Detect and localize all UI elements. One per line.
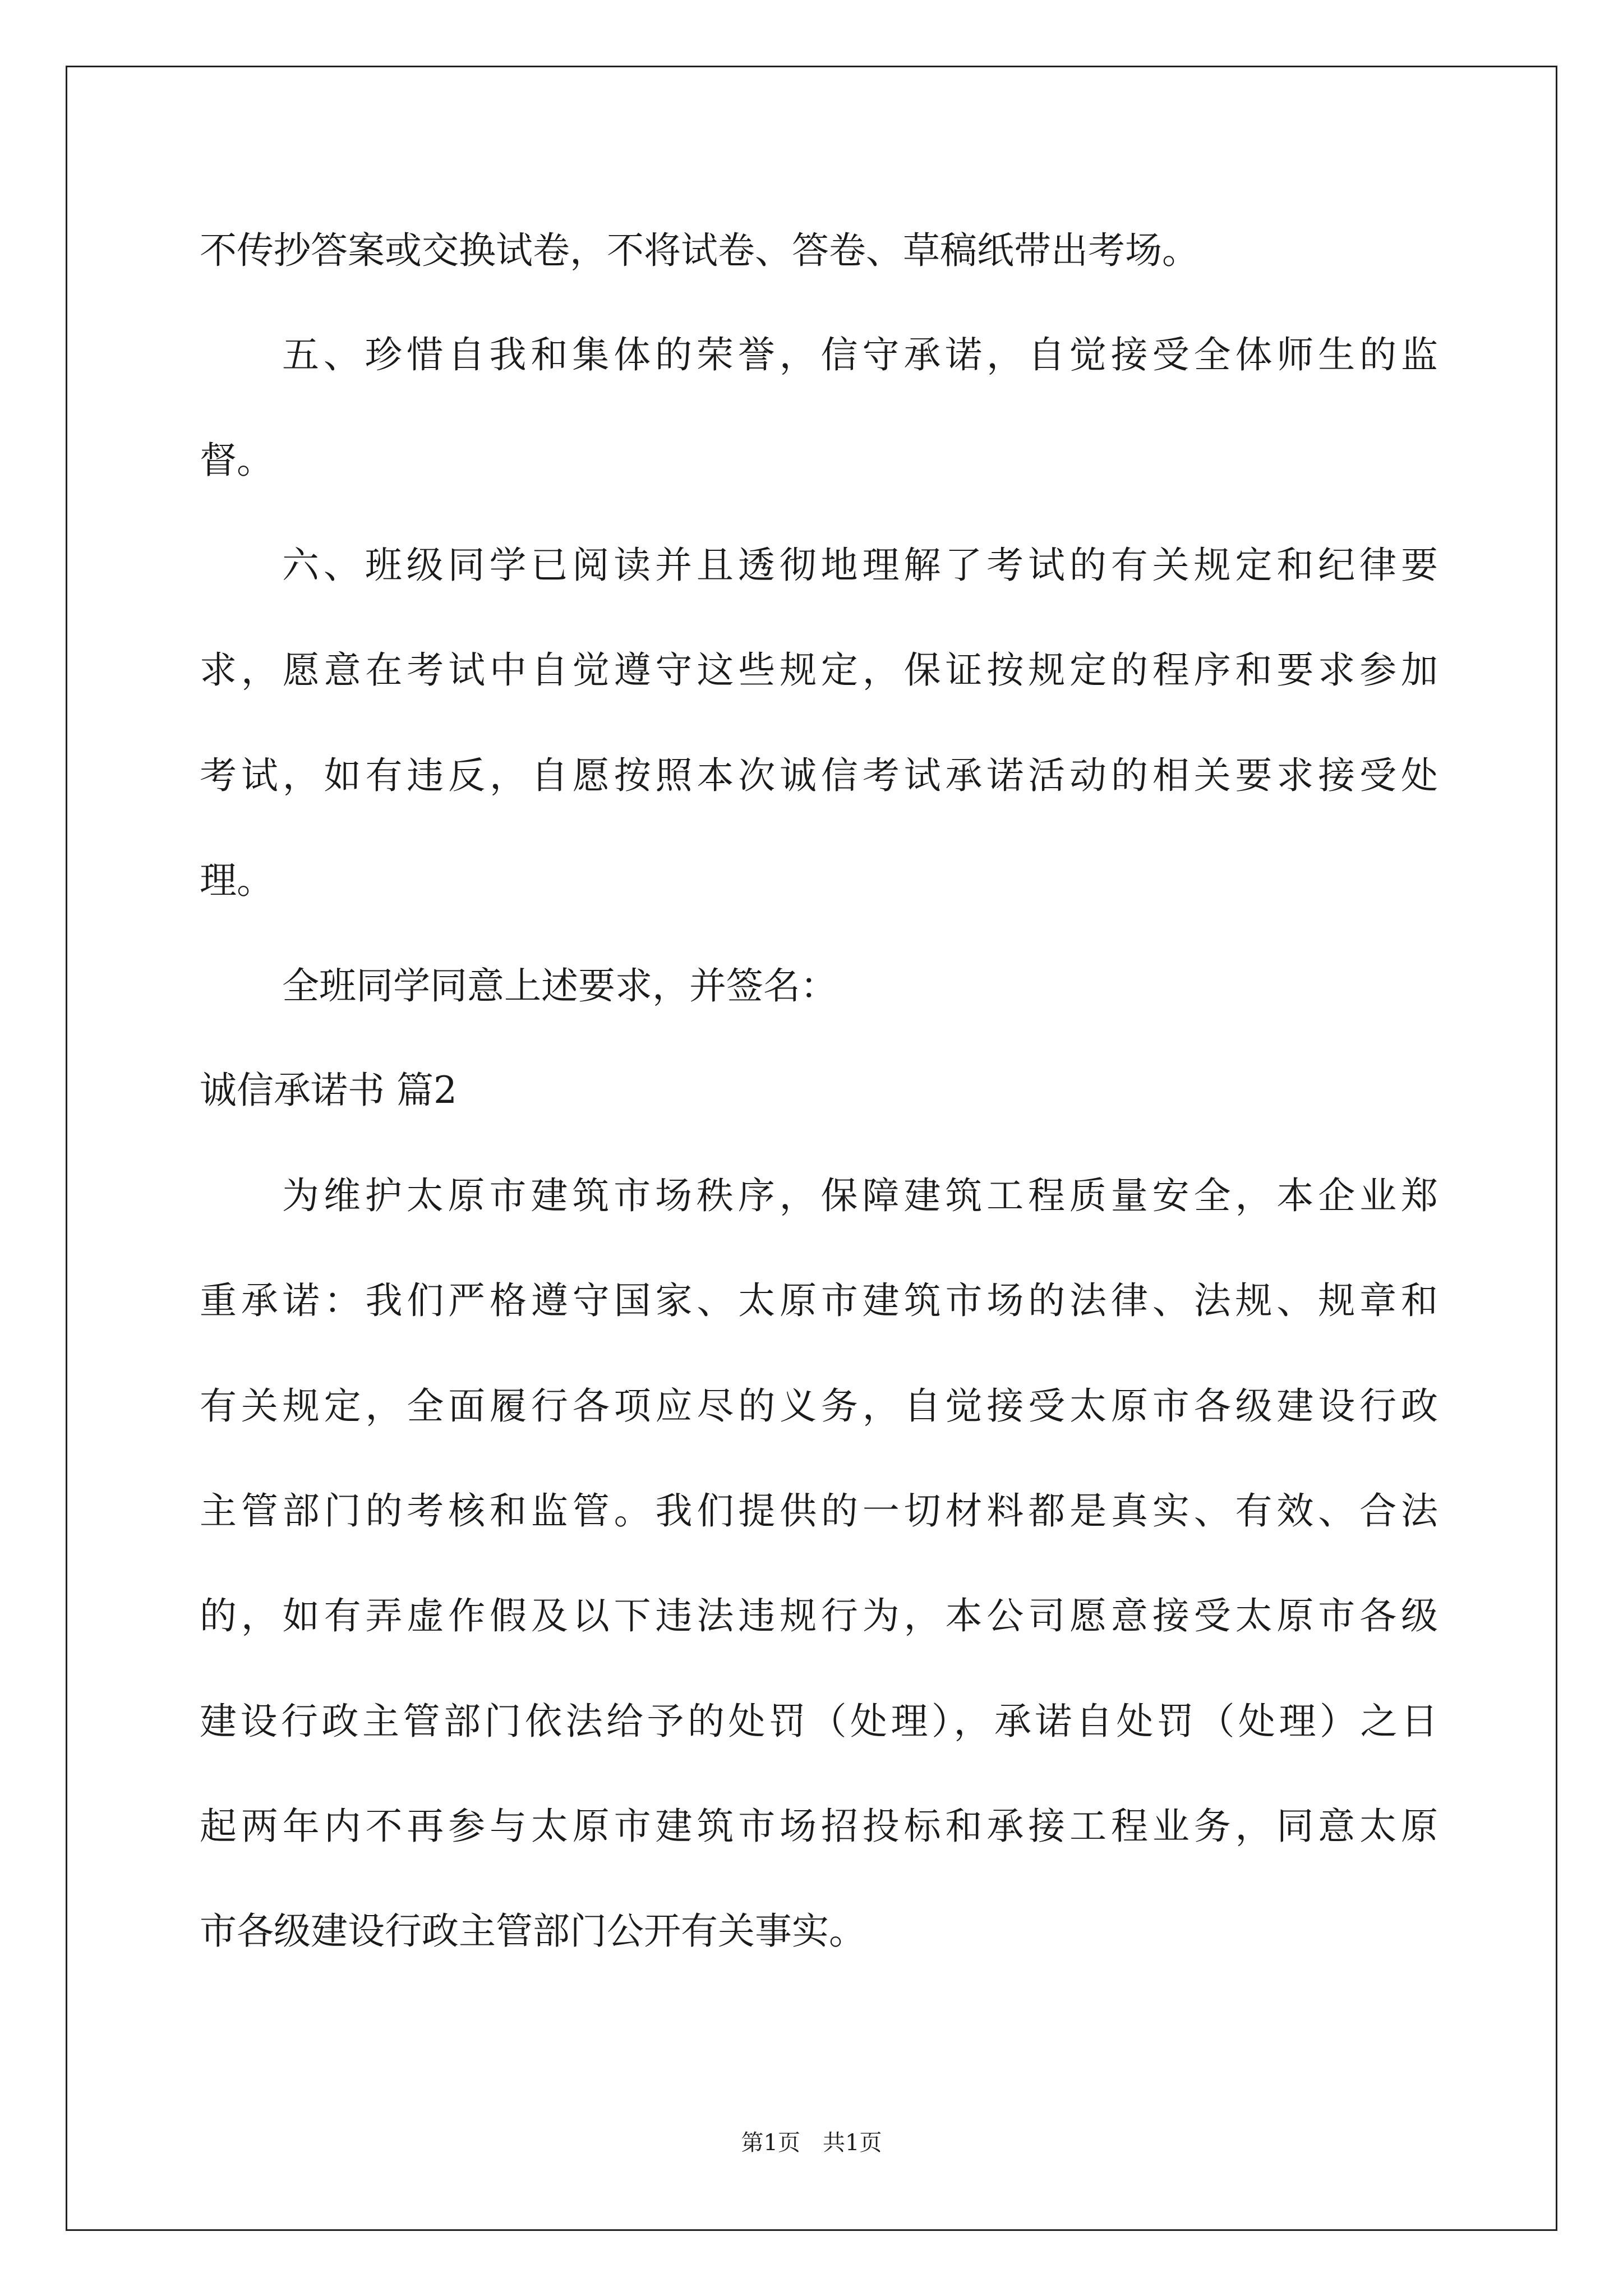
section-heading: 诚信承诺书 篇2	[200, 1069, 457, 1112]
text-line-2: 五、珍惜自我和集体的荣誉，信守承诺，自觉接受全体师生的监	[282, 333, 1438, 376]
text-line-3: 督。	[200, 439, 274, 482]
text-line-6: 考试，如有违反，自愿按照本次诚信考试承诺活动的相关要求接受处	[200, 754, 1438, 797]
text-line-11: 重承诺：我们严格遵守国家、太原市建筑市场的法律、法规、规章和	[200, 1279, 1438, 1322]
text-line-13: 主管部门的考核和监管。我们提供的一切材料都是真实、有效、合法	[200, 1489, 1438, 1533]
text-line-17: 市各级建设行政主管部门公开有关事实。	[200, 1910, 866, 1953]
text-line-7: 理。	[200, 859, 274, 902]
text-line-15: 建设行政主管部门依法给予的处罚（处理），承诺自处罚（处理）之日	[200, 1700, 1438, 1743]
page-number-footer: 第1页 共1页	[741, 2130, 882, 2156]
page-border	[66, 66, 1557, 2231]
text-line-1: 不传抄答案或交换试卷，不将试卷、答卷、草稿纸带出考场。	[200, 229, 1199, 272]
text-line-14: 的，如有弄虚作假及以下违法违规行为，本公司愿意接受太原市各级	[200, 1594, 1438, 1637]
text-line-4: 六、班级同学已阅读并且透彻地理解了考试的有关规定和纪律要	[282, 544, 1438, 587]
text-line-10: 为维护太原市建筑市场秩序，保障建筑工程质量安全，本企业郑	[282, 1174, 1438, 1217]
text-line-5: 求，愿意在考试中自觉遵守这些规定，保证按规定的程序和要求参加	[200, 648, 1438, 692]
text-line-12: 有关规定，全面履行各项应尽的义务，自觉接受太原市各级建设行政	[200, 1384, 1438, 1428]
text-line-16: 起两年内不再参与太原市建筑市场招投标和承接工程业务，同意太原	[200, 1805, 1438, 1848]
text-line-8: 全班同学同意上述要求，并签名：	[282, 964, 837, 1007]
